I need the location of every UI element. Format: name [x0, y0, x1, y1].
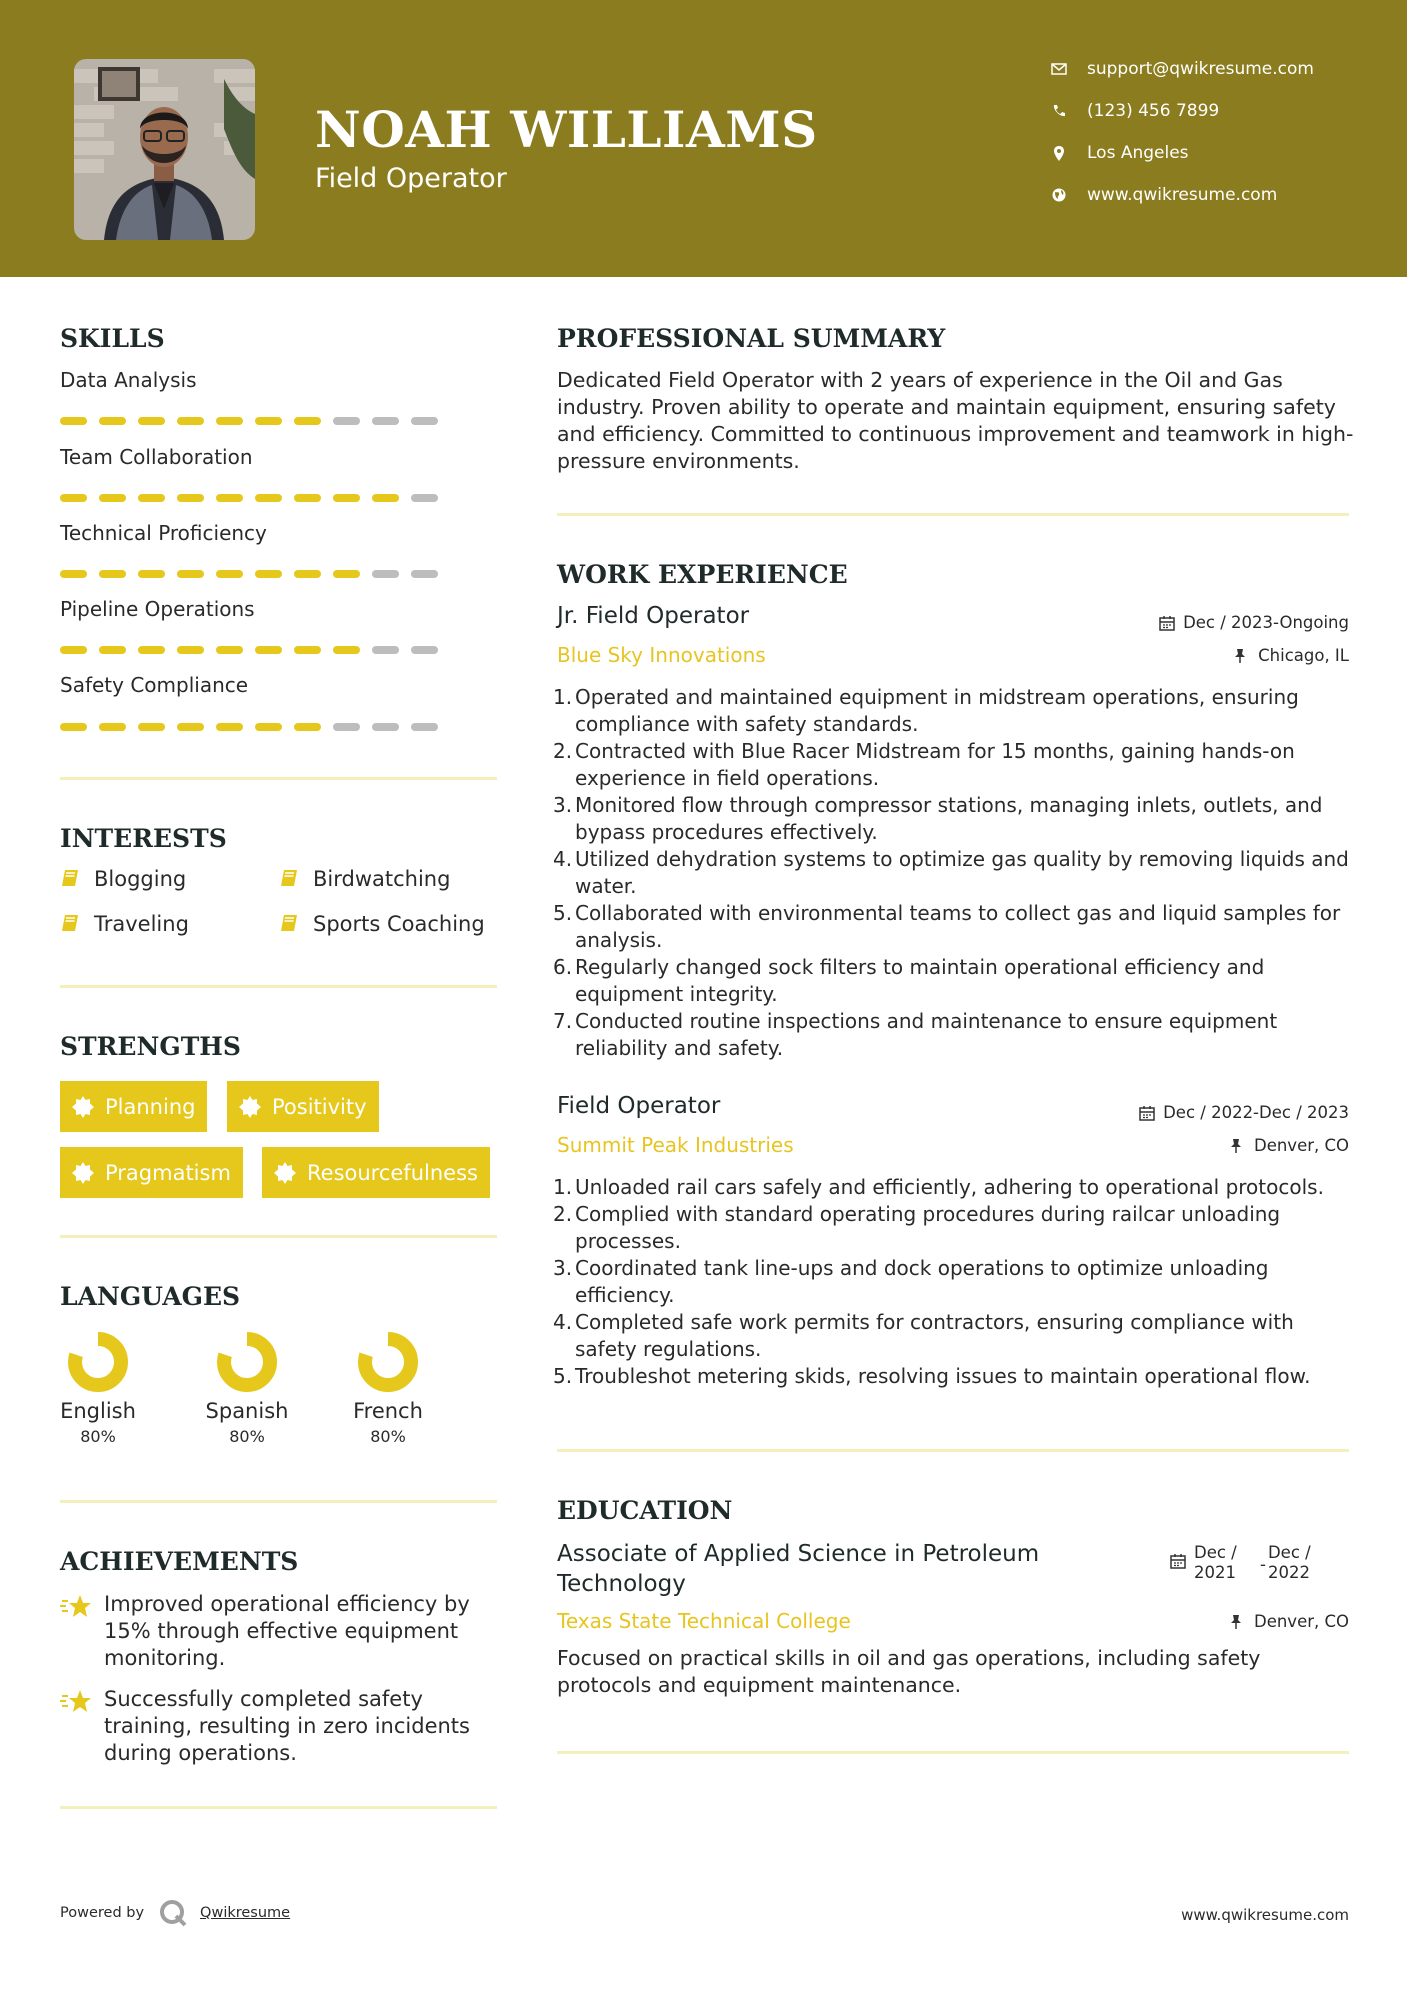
- strength-label: Planning: [105, 1094, 196, 1119]
- star-icon: [60, 1688, 92, 1716]
- education-heading: EDUCATION: [557, 1496, 733, 1525]
- skill-dot-filled: [255, 570, 282, 578]
- job-bullet: 3. Monitored flow through compressor stations, managing inlets, outlets, and bypass procedures effectively.: [553, 793, 1323, 844]
- job-bullet: 1. Unloaded rail cars safely and efficiently, adhering to operational protocols.: [553, 1175, 1324, 1199]
- pushpin-icon: [1230, 1138, 1246, 1154]
- languages-heading: LANGUAGES: [60, 1282, 241, 1311]
- skill-name: Safety Compliance: [60, 673, 249, 697]
- skill-dot-empty: [411, 417, 438, 425]
- skill-dot-filled: [294, 494, 321, 502]
- skill-level-bar: [60, 646, 450, 654]
- skill-dot-empty: [333, 723, 360, 731]
- powered-by-label: Powered by: [60, 1905, 145, 1921]
- skill-dot-filled: [294, 723, 321, 731]
- skill-dot-empty: [372, 417, 399, 425]
- language-name: English: [60, 1399, 136, 1423]
- footer-powered-by: [60, 1898, 290, 1928]
- education-end: Dec / 2022: [1267, 1543, 1311, 1582]
- language-level-ring: [357, 1331, 419, 1393]
- interest-label: Birdwatching: [313, 867, 451, 891]
- skill-dot-filled: [60, 417, 87, 425]
- skill-dot-filled: [255, 417, 282, 425]
- achievement-text: Successfully completed safety training, resulting in zero incidents during operations.: [104, 1687, 470, 1765]
- envelope-icon: [1049, 59, 1069, 79]
- job-dates: [1139, 1103, 1349, 1122]
- job-dates: [1159, 613, 1349, 632]
- experience-heading: WORK EXPERIENCE: [557, 560, 848, 589]
- strength-tag: [60, 1081, 207, 1132]
- date-separator: -: [1260, 1555, 1266, 1574]
- pushpin-icon: [1230, 1614, 1246, 1630]
- skill-dot-filled: [216, 723, 243, 731]
- qwikresume-logo-icon: [158, 1898, 188, 1928]
- degree-title: [557, 1539, 1039, 1599]
- language-percent: 80%: [229, 1427, 265, 1446]
- strengths-heading: STRENGTHS: [60, 1032, 241, 1061]
- interest-item: [60, 912, 189, 936]
- job-bullet: 5. Troubleshot metering skids, resolving issues to maintain operational flow.: [553, 1364, 1311, 1388]
- skill-dot-filled: [294, 646, 321, 654]
- candidate-name: NOAH WILLIAMS: [315, 100, 818, 159]
- job-bullet: 2. Complied with standard operating procedures during railcar unloading processes.: [553, 1202, 1281, 1253]
- strength-label: Pragmatism: [105, 1160, 231, 1185]
- achievement-item: [60, 1591, 490, 1672]
- skill-dot-filled: [177, 570, 204, 578]
- section-divider: [60, 1500, 497, 1503]
- interests-heading: INTERESTS: [60, 824, 227, 853]
- skill-dot-empty: [372, 646, 399, 654]
- skill-dot-filled: [138, 646, 165, 654]
- footer-website[interactable]: www.qwikresume.com: [1181, 1906, 1349, 1924]
- skill-dot-filled: [216, 646, 243, 654]
- skill-dot-filled: [294, 570, 321, 578]
- language-name: French: [353, 1399, 423, 1423]
- degree-line: Associate of Applied Science in Petroleum: [557, 1541, 1040, 1567]
- interest-item: [279, 867, 450, 891]
- job-bullet: 5. Collaborated with environmental teams to collect gas and liquid samples for analysis.: [553, 901, 1341, 952]
- skill-dot-filled: [99, 417, 126, 425]
- section-divider: [60, 1806, 497, 1809]
- skill-dot-filled: [333, 494, 360, 502]
- contact-email[interactable]: [1049, 54, 1349, 84]
- job-bullets: [553, 1174, 1357, 1390]
- skill-name: Technical Proficiency: [60, 521, 267, 545]
- job-location-text: Denver, CO: [1253, 1136, 1349, 1155]
- star-icon: [60, 1593, 92, 1621]
- skill-dot-filled: [99, 494, 126, 502]
- summary-text: Dedicated Field Operator with 2 years of experience in the Oil and Gas industry. Proven ability to operate and maintain equipment, ensuring safety and efficiency. Committed to continuous improvement and teamwork in high-pressure environments.: [557, 368, 1354, 473]
- badge-icon: [274, 1162, 296, 1184]
- skill-dot-filled: [60, 646, 87, 654]
- language-level-arc: [224, 1339, 270, 1385]
- job-bullet: 6. Regularly changed sock filters to maintain operational efficiency and equipment integrity.: [553, 955, 1265, 1006]
- skill-dot-filled: [138, 417, 165, 425]
- language-level-ring: [67, 1331, 129, 1393]
- skill-dot-filled: [99, 646, 126, 654]
- book-icon: [60, 913, 82, 935]
- contact-phone-text: (123) 456 7899: [1087, 101, 1220, 121]
- language-item: [192, 1331, 302, 1446]
- job-location-text: Chicago, IL: [1258, 646, 1349, 665]
- job-location: [1234, 646, 1349, 665]
- strength-tag: [227, 1081, 379, 1132]
- contact-website-text: www.qwikresume.com: [1087, 185, 1278, 205]
- skill-level-bar: [60, 723, 450, 731]
- language-percent: 80%: [80, 1427, 116, 1446]
- contact-email-text: support@qwikresume.com: [1087, 59, 1314, 79]
- skill-dot-filled: [333, 570, 360, 578]
- calendar-icon: [1159, 615, 1175, 631]
- badge-icon: [72, 1096, 94, 1118]
- badge-icon: [72, 1162, 94, 1184]
- candidate-title: Field Operator: [315, 163, 507, 194]
- job-bullet: 3. Coordinated tank line-ups and dock operations to optimize unloading efficiency.: [553, 1256, 1269, 1307]
- education-start: Dec / 2021: [1194, 1543, 1237, 1582]
- skill-dot-empty: [411, 570, 438, 578]
- company-name: Summit Peak Industries: [557, 1133, 794, 1157]
- education-location-text: Denver, CO: [1253, 1612, 1349, 1631]
- calendar-icon: [1170, 1553, 1186, 1569]
- skill-dot-filled: [177, 417, 204, 425]
- language-level-arc: [75, 1339, 121, 1385]
- skill-dot-filled: [60, 723, 87, 731]
- calendar-icon: [1139, 1105, 1155, 1121]
- skill-name: Team Collaboration: [60, 445, 253, 469]
- interest-item: [60, 867, 186, 891]
- contact-location-text: Los Angeles: [1087, 143, 1189, 163]
- skill-dot-filled: [177, 723, 204, 731]
- achievement-item: [60, 1686, 490, 1767]
- skill-dot-empty: [411, 723, 438, 731]
- skill-dot-filled: [216, 494, 243, 502]
- section-divider: [557, 513, 1349, 516]
- language-level-ring: [216, 1331, 278, 1393]
- job-dates-text: Dec / 2022-Dec / 2023: [1163, 1103, 1349, 1122]
- skill-dot-filled: [216, 417, 243, 425]
- section-divider: [60, 777, 497, 780]
- section-divider: [557, 1751, 1349, 1754]
- job-bullet: 2. Contracted with Blue Racer Midstream for 15 months, gaining hands-on experience in field operations.: [553, 739, 1295, 790]
- strength-tag: [262, 1147, 490, 1198]
- skill-dot-filled: [216, 570, 243, 578]
- globe-icon: [1049, 185, 1069, 205]
- school-name: Texas State Technical College: [557, 1609, 851, 1633]
- interest-label: Traveling: [94, 912, 189, 936]
- skill-dot-filled: [99, 723, 126, 731]
- skill-level-bar: [60, 494, 450, 502]
- section-divider: [60, 985, 497, 988]
- skill-dot-filled: [138, 570, 165, 578]
- language-name: Spanish: [205, 1399, 289, 1423]
- skill-level-bar: [60, 570, 450, 578]
- job-bullet: 4. Completed safe work permits for contractors, ensuring compliance with safety regulations.: [553, 1310, 1294, 1361]
- profile-photo: [74, 59, 255, 240]
- skill-dot-filled: [255, 723, 282, 731]
- contact-website[interactable]: [1049, 180, 1349, 210]
- skill-dot-filled: [99, 570, 126, 578]
- pushpin-icon: [1234, 648, 1250, 664]
- section-divider: [557, 1449, 1349, 1452]
- skill-dot-filled: [177, 646, 204, 654]
- header-banner: [0, 0, 1407, 277]
- achievements-heading: ACHIEVEMENTS: [60, 1547, 299, 1576]
- contact-phone[interactable]: [1049, 96, 1349, 126]
- skill-dot-filled: [60, 570, 87, 578]
- job-bullet: 4. Utilized dehydration systems to optimize gas quality by removing liquids and water.: [553, 847, 1349, 898]
- achievement-text: Improved operational efficiency by 15% through effective equipment monitoring.: [104, 1592, 470, 1670]
- job-title: Jr. Field Operator: [557, 603, 750, 629]
- skill-name: Pipeline Operations: [60, 597, 255, 621]
- education-description: Focused on practical skills in oil and gas operations, including safety protocols and equipment maintenance.: [557, 1646, 1261, 1697]
- book-icon: [279, 913, 301, 935]
- book-icon: [279, 868, 301, 890]
- skill-dot-filled: [60, 494, 87, 502]
- qwikresume-link[interactable]: Qwikresume: [200, 1905, 291, 1921]
- skills-heading: SKILLS: [60, 324, 165, 353]
- job-bullet: 1. Operated and maintained equipment in midstream operations, ensuring compliance with safety standards.: [553, 685, 1299, 736]
- interest-label: Blogging: [94, 867, 187, 891]
- strength-label: Resourcefulness: [307, 1160, 478, 1185]
- degree-line: Technology: [557, 1571, 686, 1597]
- skill-dot-filled: [177, 494, 204, 502]
- job-location: [1230, 1136, 1349, 1155]
- company-name: Blue Sky Innovations: [557, 643, 766, 667]
- skill-dot-filled: [255, 494, 282, 502]
- strength-tag: [60, 1147, 243, 1198]
- education-dates: [1170, 1543, 1316, 1583]
- interest-label: Sports Coaching: [313, 912, 485, 936]
- job-bullet: 7. Conducted routine inspections and maintenance to ensure equipment reliability and safety.: [553, 1009, 1278, 1060]
- job-bullets: [553, 684, 1357, 1062]
- interest-item: [279, 912, 485, 936]
- skill-dot-filled: [138, 494, 165, 502]
- language-percent: 80%: [370, 1427, 406, 1446]
- skill-dot-empty: [333, 417, 360, 425]
- education-location: [1230, 1612, 1349, 1631]
- skill-level-bar: [60, 417, 450, 425]
- language-item: [43, 1331, 153, 1446]
- skill-dot-filled: [138, 723, 165, 731]
- section-divider: [60, 1235, 497, 1238]
- language-item: [333, 1331, 443, 1446]
- skill-dot-filled: [255, 646, 282, 654]
- contact-location: [1049, 138, 1349, 168]
- strength-label: Positivity: [272, 1094, 367, 1119]
- map-pin-icon: [1049, 143, 1069, 163]
- badge-icon: [239, 1096, 261, 1118]
- skill-dot-filled: [294, 417, 321, 425]
- skill-dot-filled: [372, 494, 399, 502]
- language-level-arc: [365, 1339, 411, 1385]
- book-icon: [60, 868, 82, 890]
- phone-icon: [1049, 101, 1069, 121]
- skill-dot-filled: [333, 646, 360, 654]
- job-title: Field Operator: [557, 1093, 721, 1119]
- skill-dot-empty: [411, 494, 438, 502]
- skill-name: Data Analysis: [60, 368, 197, 392]
- skill-dot-empty: [372, 723, 399, 731]
- skill-dot-empty: [372, 570, 399, 578]
- job-dates-text: Dec / 2023-Ongoing: [1183, 613, 1349, 632]
- summary-heading: PROFESSIONAL SUMMARY: [557, 324, 946, 353]
- skill-dot-empty: [411, 646, 438, 654]
